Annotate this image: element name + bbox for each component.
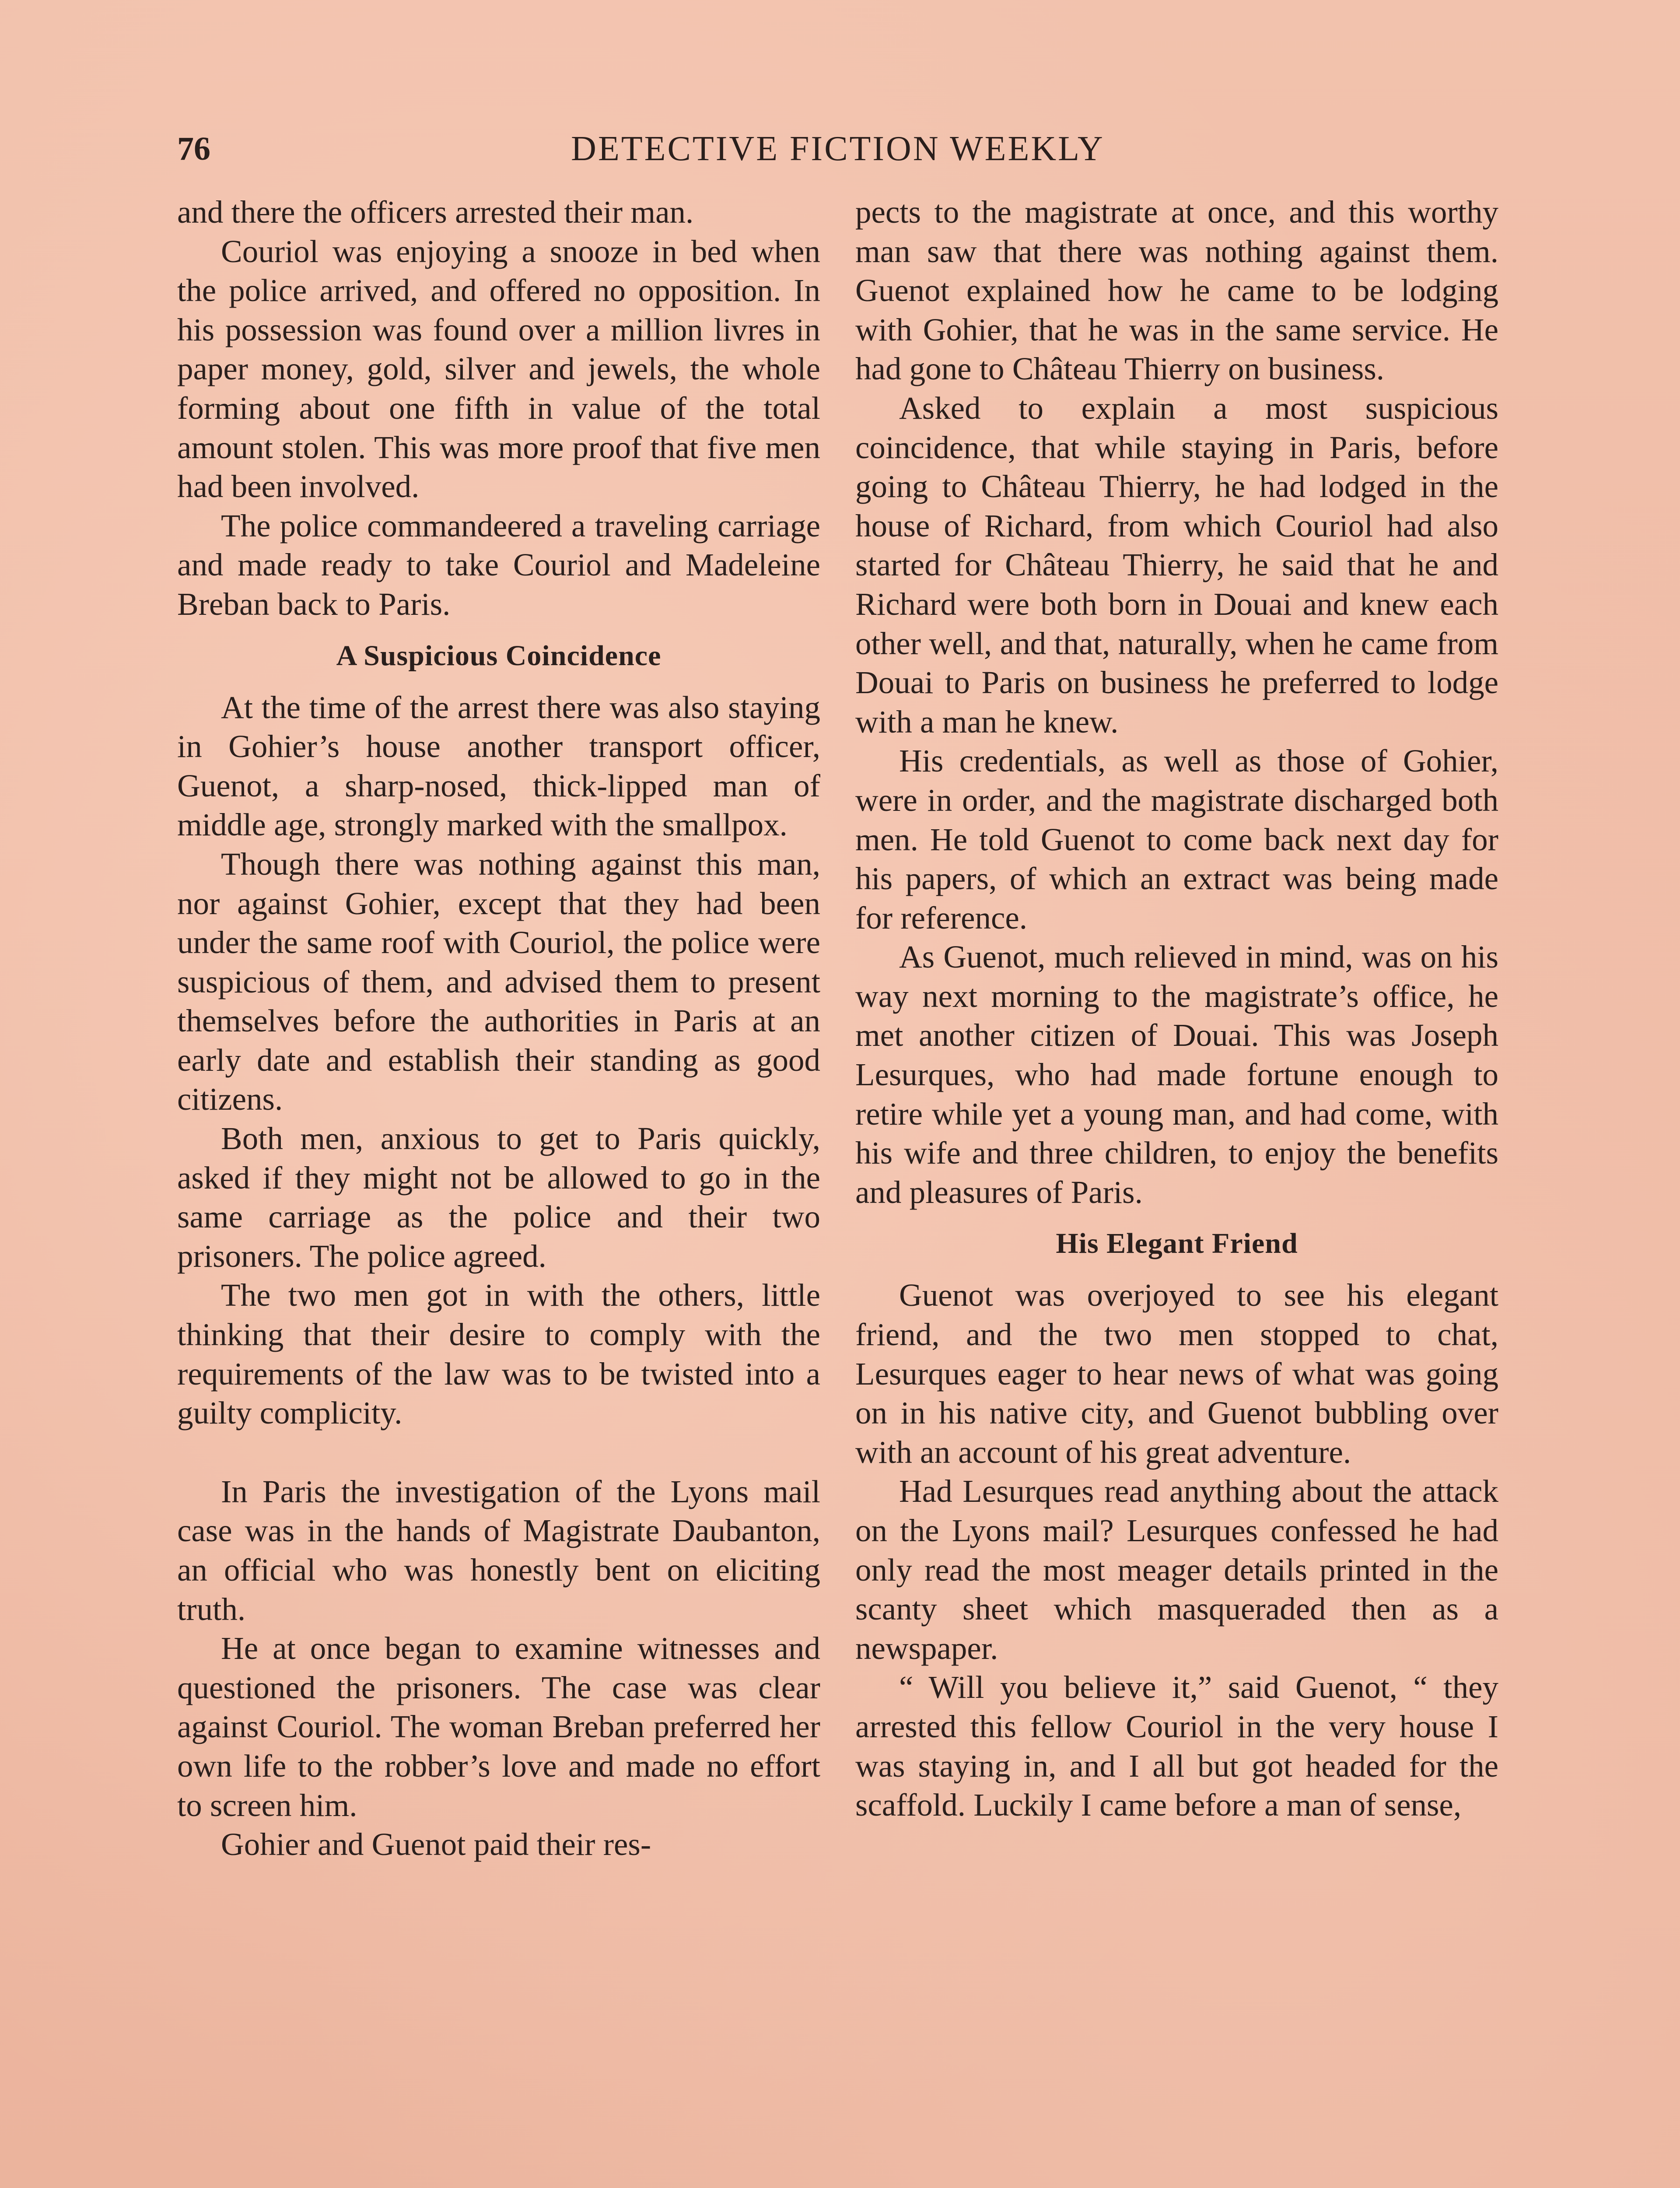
paragraph: His credentials, as well as those of Gohier, were in order, and the magistrate discharged both men. He told Guenot to come back next day for his papers, of which an extract was being made for reference. (855, 743, 1498, 936)
paragraph: and there the officers arrested their man. (177, 194, 694, 230)
paragraph: The police commandeered a traveling carriage and made ready to take Couriol and Madeleine Breban back to Paris. (177, 508, 820, 622)
left-text-column (177, 193, 820, 1864)
paragraph: As Guenot, much relieved in mind, was on his way next morning to the magistrate’s office, he met another citizen of Douai. This was Joseph Lesurques, who had made fortune enough to retire while yet a young man, and had come, with his wife and three children, to enjoy the benefits and pleasures of Paris. (855, 939, 1498, 1210)
paragraph: Guenot was overjoyed to see his elegant friend, and the two men stopped to chat, Lesurques eager to hear news of what was going on in his native city, and Guenot bubbling over with an account of his great adventure. (855, 1277, 1498, 1470)
paragraph: At the time of the arrest there was also staying in Gohier’s house another transport officer, Guenot, a sharp-nosed, thick-lipped man of middle age, strongly marked with the smallpox. (177, 689, 820, 843)
running-title: DETECTIVE FICTION WEEKLY (571, 130, 1105, 168)
paragraph: The two men got in with the others, little thinking that their desire to comply with the requirements of the law was to be twisted into a guilty complicity. (177, 1277, 820, 1431)
page-header (177, 125, 1498, 173)
paragraph: “ Will you believe it,” said Guenot, “ they arrested this fellow Couriol in the very house I was staying in, and I all but got headed for the scaffold. Luckily I came before a man of sense, (855, 1669, 1498, 1823)
paragraph: Couriol was enjoying a snooze in bed when the police arrived, and offered no opposition. In his possession was found over a million livres in paper money, gold, silver and jewels, the whole forming about one fifth in value of the total amount stolen. This was more proof that five men had been involved. (177, 233, 820, 505)
paragraph: Though there was nothing against this man, nor against Gohier, except that they had been under the same roof with Couriol, the police were suspicious of them, and advised them to present themselves before the authorities in Paris at an early date and establish their standing as good citizens. (177, 846, 820, 1117)
page-number: 76 (177, 130, 210, 167)
section-heading: His Elegant Friend (1056, 1227, 1298, 1260)
paragraph: Had Lesurques read anything about the attack on the Lyons mail? Lesurques confessed he had only read the most meager details printed in the scanty sheet which masqueraded then as a newspaper. (855, 1473, 1498, 1666)
right-text-column (855, 193, 1498, 1825)
paragraph: Both men, anxious to get to Paris quickly, asked if they might not be allowed to go in the same carriage as the police and their two prisoners. The police agreed. (177, 1121, 820, 1274)
section-heading: A Suspicious Coincidence (336, 639, 662, 672)
paragraph: pects to the magistrate at once, and this worthy man saw that there was nothing against them. Guenot explained how he came to be lodging with Gohier, that he was in the same service. He had gone to Château Thierry on business. (855, 194, 1498, 387)
paragraph: He at once began to examine witnesses and questioned the prisoners. The case was clear against Couriol. The woman Breban preferred her own life to the robber’s love and made no effort to screen him. (177, 1630, 820, 1823)
paragraph: Gohier and Guenot paid their res- (221, 1827, 651, 1862)
paragraph: Asked to explain a most suspicious coincidence, that while staying in Paris, before going to Château Thierry, he had lodged in the house of Richard, from which Couriol had also started for Château Thierry, he said that he and Richard were both born in Douai and knew each other well, and that, naturally, when he came from Douai to Paris on business he preferred to lodge with a man he knew. (855, 390, 1498, 740)
paragraph: In Paris the investigation of the Lyons mail case was in the hands of Magistrate Daubanton, an official who was honestly bent on eliciting truth. (177, 1473, 820, 1627)
